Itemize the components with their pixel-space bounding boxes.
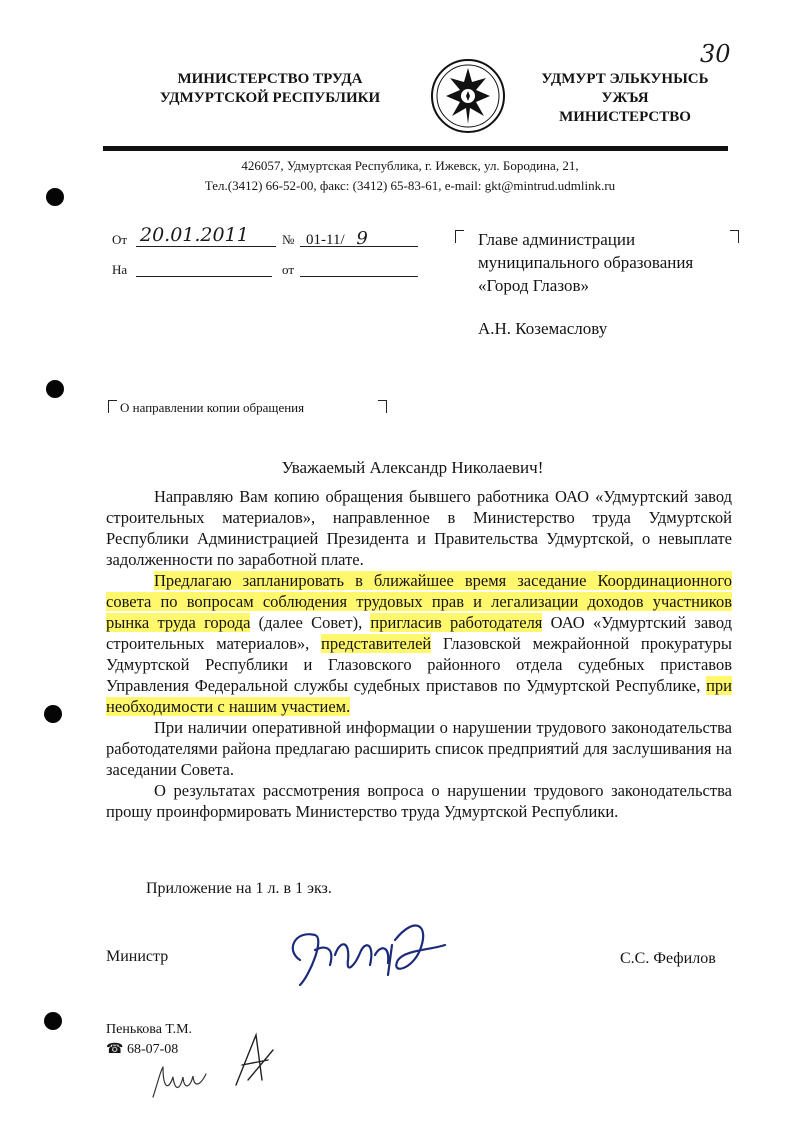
executor-phone-row <box>106 1040 192 1060</box>
subject-bracket-left <box>108 400 117 413</box>
ministry-name-udm-line3: МИНИСТЕРСТВО <box>559 109 691 125</box>
paragraph-2-text-1: (далее Совет), <box>250 613 371 632</box>
handwritten-initials <box>148 1062 218 1102</box>
ministry-name-ru <box>140 70 400 108</box>
attachment-note: Приложение на 1 л. в 1 экз. <box>146 880 332 897</box>
page-number: 30 <box>700 40 731 68</box>
recipient-bracket-left <box>455 230 464 243</box>
address-block <box>140 156 680 196</box>
phone-icon: ☎ <box>106 1042 124 1057</box>
incoming-number-line <box>136 276 272 277</box>
paragraph-1: Направляю Вам копию обращения бывшего работника ОАО «Удмуртский завод строительных материалов», направленное в Министерство труда Удмуртской Республики Администрацией Президента и Правительства Удмуртской, о невыплате задолженности по заработной плате. <box>106 487 732 569</box>
executor-name: Пенькова Т.М. <box>106 1022 193 1037</box>
salutation: Уважаемый Александр Николаевич! <box>281 458 544 477</box>
letter-body <box>106 486 732 822</box>
incoming-date-line <box>300 276 418 277</box>
recipient-line3: «Город Глазов» <box>478 276 589 295</box>
punch-hole <box>46 188 64 206</box>
highlight-proposal: Предлагаю запланировать в ближайшее время заседание Координационного совета по вопросам соблюдения трудовых прав и легализации доходов участников рынка труда города <box>106 571 732 632</box>
ministry-name-line2: УДМУРТСКОЙ РЕСПУБЛИКИ <box>159 90 381 106</box>
paragraph-2 <box>106 570 732 717</box>
paragraph-3: При наличии оперативной информации о нарушении трудового законодательства работодателями района предлагаю расширить список предприятий для заслушивания на заседании Совета. <box>106 718 732 779</box>
paragraph-2-text-2: ОАО «Удмуртский завод строительных материалов», <box>106 613 733 653</box>
date-underline <box>136 246 276 247</box>
punch-hole <box>44 1012 62 1030</box>
punch-hole <box>44 705 62 723</box>
ministry-name-udm <box>520 70 730 127</box>
signatory-name: С.С. Фефилов <box>620 950 716 967</box>
number-sign: № <box>282 232 295 247</box>
recipient-bracket-right <box>730 230 739 243</box>
contacts-line: Тел.(3412) 66-52-00, факс: (3412) 65-83-61, e-mail: gkt@mintrud.udmlink.ru <box>204 178 616 193</box>
signatory-position: Министр <box>106 948 169 965</box>
highlight-participation: при необходимости с нашим участием. <box>106 676 732 716</box>
number-value: 9 <box>356 228 368 249</box>
executor-phone: 68-07-08 <box>126 1042 179 1057</box>
highlight-representatives: представителей <box>321 634 432 653</box>
to-label: На <box>112 262 128 277</box>
ministry-name-udm-line2: УЖЪЯ <box>601 90 649 106</box>
coat-of-arms-emblem <box>428 56 508 136</box>
recipient-line1: Главе администрации <box>478 230 636 249</box>
punch-hole <box>46 380 64 398</box>
paragraph-2-text-3: Глазовской межрайонной прокуратуры Удмуртской Республики и Глазовского районного отдела судебных приставов Управления Федеральной службы судебных приставов по Удмуртской Республике, <box>106 634 733 695</box>
executor-block <box>106 1020 192 1060</box>
ministry-name-udm-line1: УДМУРТ ЭЛЬКУНЫСЬ <box>541 71 709 87</box>
recipient-block <box>478 228 693 340</box>
outgoing-date: 20.01.2011 <box>140 224 249 246</box>
incoming-date-label: от <box>282 262 295 277</box>
handwritten-signature <box>280 905 460 995</box>
highlight-employer: пригласив работодателя <box>370 613 543 632</box>
address-line: 426057, Удмуртская Республика, г. Ижевск, ул. Бородина, 21, <box>241 158 579 173</box>
recipient-name: А.Н. Коземаслову <box>478 319 608 338</box>
initials-mark <box>228 1030 278 1090</box>
recipient-line2: муниципального образования <box>478 253 694 272</box>
ministry-name-line1: МИНИСТЕРСТВО ТРУДА <box>177 71 363 87</box>
paragraph-4: О результатах рассмотрения вопроса о нарушении трудового законодательства прошу проинформировать Министерство труда Удмуртской Республики. <box>106 781 732 821</box>
header-rule <box>103 146 728 151</box>
from-label: От <box>112 232 128 247</box>
subject-bracket-right <box>378 400 387 413</box>
number-prefix: 01-11/ <box>306 232 345 248</box>
subject-line: О направлении копии обращения <box>120 400 305 415</box>
number-underline <box>300 246 418 247</box>
